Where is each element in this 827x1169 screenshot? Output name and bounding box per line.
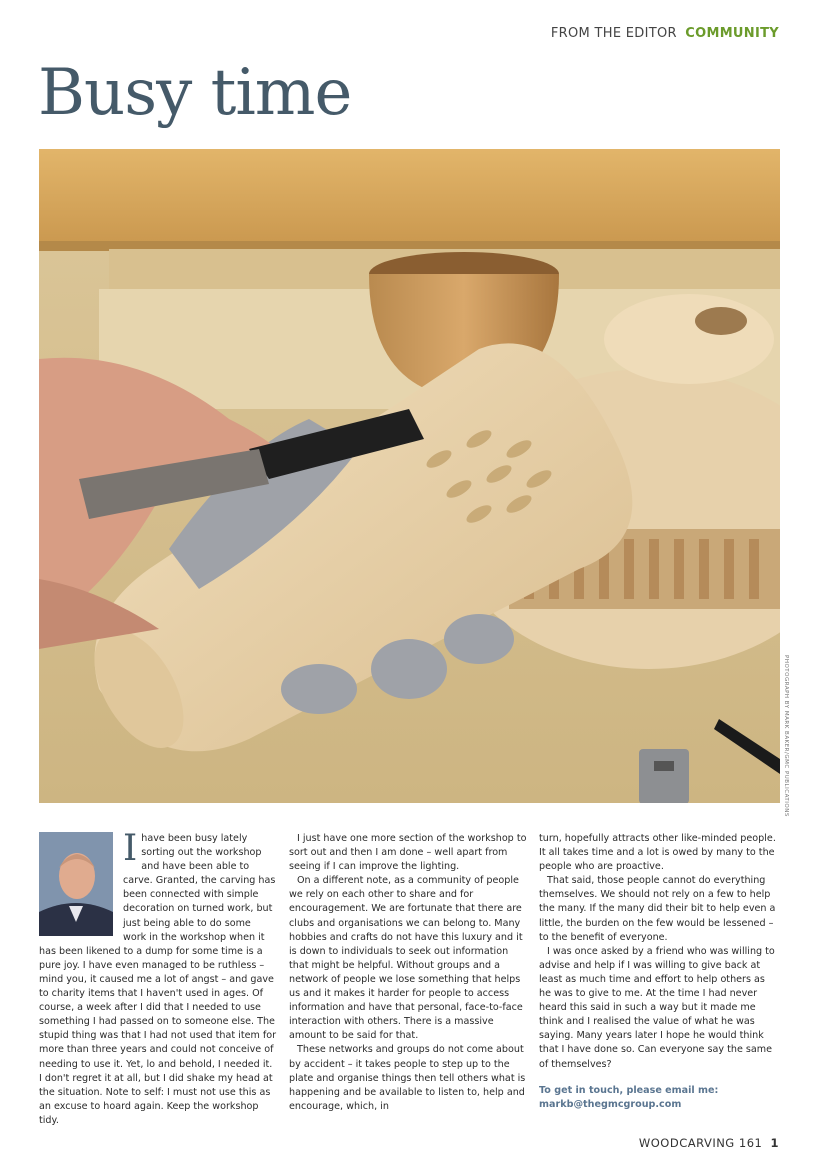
paragraph: turn, hopefully attracts other like-minded people. It all takes time and a lot is owed by many to the people who are proactive. bbox=[539, 833, 776, 873]
hero-photo bbox=[39, 149, 780, 803]
page-number: 1 bbox=[770, 1136, 779, 1150]
paragraph: have been busy lately sorting out the workshop and have been able to carve. Granted, the carving has been connected with simple decoration on turned work, but just being able to do some work in the workshop when it has been likened to a dump for some time is a pure joy. I have even managed to be ruthless – mind you, it caused me a lot of angst – and gave to charity items that I haven't used in ages. Of course, a week after I did that I needed to use something I had passed on to someone else. The stupid thing was that I had not used that item for more than three years and could not conceive of needing to use it. Yet, lo and behold, I needed it. I don't regret it at all, but I did shake my head at the situation. Note to self: I must not use this as an excuse to hoard again. Keep the workshop tidy. bbox=[39, 833, 277, 1126]
running-header bbox=[551, 26, 779, 41]
drop-cap: I bbox=[123, 828, 138, 869]
photo-credit: PHOTOGRAPH BY MARK BAKER/GMC PUBLICATIONS bbox=[783, 655, 789, 817]
contact-email-link[interactable]: markb@thegmcgroup.com bbox=[539, 1098, 682, 1110]
header-label: FROM THE EDITOR bbox=[550, 26, 677, 41]
contact-block bbox=[539, 1084, 777, 1112]
magazine-issue: WOODCARVING 161 bbox=[638, 1136, 763, 1150]
article-column-2 bbox=[289, 832, 527, 1114]
page-footer bbox=[639, 1136, 779, 1150]
contact-label: To get in touch, please email me: bbox=[539, 1084, 719, 1096]
paragraph: I just have one more section of the workshop to sort out and then I am done – well apart from seeing if I can improve the lighting. bbox=[289, 833, 527, 873]
page-title: Busy time bbox=[38, 56, 352, 130]
article-column-1 bbox=[39, 828, 277, 1128]
paragraph: On a different note, as a community of people we rely on each other to share and for encouragement. We are fortunate that there are clubs and organisations we can belong to. Many hobbies and crafts do not have this luxury and it is down to individuals to seek out information that might be helpful. Without groups and a network of people we lose something that helps us and it makes it harder for people to access information and have that personal, face-to-face interaction with others. There is a massive amount to be said for that. bbox=[289, 875, 523, 1042]
paragraph: These networks and groups do not come about by accident – it takes people to step up to the plate and organise things then tell others what is happening and be available to listen to, help and encourage, which, in bbox=[289, 1044, 526, 1112]
author-portrait bbox=[39, 832, 113, 936]
header-section: COMMUNITY bbox=[685, 26, 779, 41]
article-column-3 bbox=[539, 832, 777, 1112]
paragraph: That said, those people cannot do everything themselves. We should not rely on a few to help the many. If the many did their bit to help even a little, the burden on the few would be lessened – to the benefit of everyone. bbox=[539, 875, 776, 943]
paragraph: I was once asked by a friend who was willing to advise and help if I was willing to give back at least as much time and effort to help others as he was to give to me. At the time I had never heard this said in such a way but it made me think and I realised the value of what he was saying. Many years later I hope he would think that I have done so. Can everyone say the same of themselves? bbox=[539, 945, 775, 1070]
